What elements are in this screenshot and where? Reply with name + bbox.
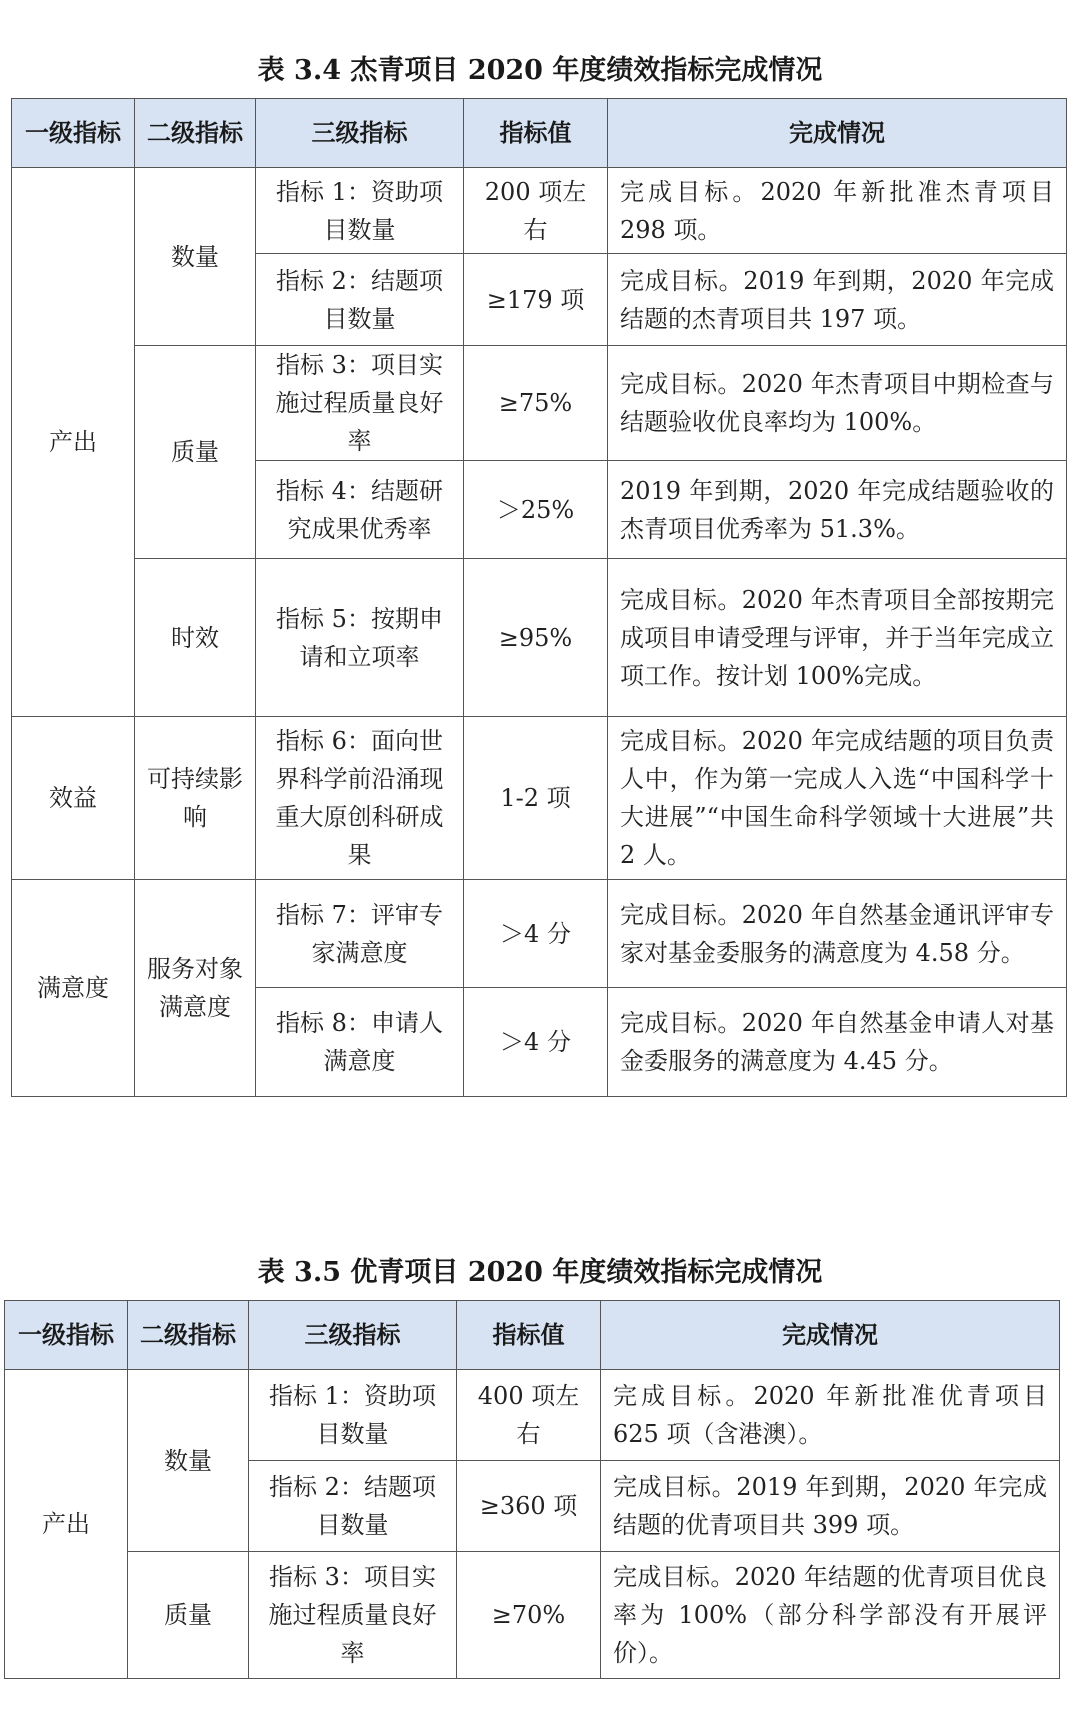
- cell-value: ≥75%: [464, 346, 608, 461]
- cell-level2: 质量: [128, 1552, 249, 1679]
- cell-value: ≥360 项: [457, 1461, 601, 1552]
- cell-value: 1-2 项: [464, 717, 608, 880]
- cell-level3: 指标 4：结题研究成果优秀率: [256, 461, 464, 559]
- header-status: 完成情况: [601, 1301, 1060, 1370]
- cell-status: 完成目标。2019 年到期，2020 年完成结题的优青项目共 399 项。: [601, 1461, 1060, 1552]
- cell-status: 完成目标。2019 年到期，2020 年完成结题的杰青项目共 197 项。: [608, 254, 1067, 346]
- cell-level3: 指标 2：结题项目数量: [249, 1461, 457, 1552]
- table-3-4-caption: 表 3.4 杰青项目 2020 年度绩效指标完成情况: [257, 55, 823, 86]
- cell-level3: 指标 1：资助项目数量: [249, 1370, 457, 1461]
- table-row: [12, 880, 1067, 988]
- cell-value: ≥179 项: [464, 254, 608, 346]
- cell-level1: 满意度: [12, 880, 135, 1097]
- cell-level1: 产出: [5, 1370, 128, 1679]
- table-row: [12, 559, 1067, 717]
- table-row: [12, 346, 1067, 461]
- header-status: 完成情况: [608, 99, 1067, 168]
- table-header-row: [5, 1301, 1060, 1370]
- header-level2: 二级指标: [135, 99, 256, 168]
- cell-level1: 效益: [12, 717, 135, 880]
- cell-level2: 可持续影响: [135, 717, 256, 880]
- cell-status: 完成目标。2020 年新批准优青项目 625 项（含港澳）。: [601, 1370, 1060, 1461]
- cell-level2: 数量: [135, 168, 256, 346]
- header-level2: 二级指标: [128, 1301, 249, 1370]
- table-3-5: [4, 1300, 1060, 1679]
- cell-level3: 指标 5：按期申请和立项率: [256, 559, 464, 717]
- cell-level3: 指标 8：申请人满意度: [256, 988, 464, 1097]
- header-level3: 三级指标: [256, 99, 464, 168]
- cell-level1: 产出: [12, 168, 135, 717]
- cell-value: ≥70%: [457, 1552, 601, 1679]
- cell-value: ＞4 分: [464, 988, 608, 1097]
- cell-status: 完成目标。2020 年自然基金通讯评审专家对基金委服务的满意度为 4.58 分。: [608, 880, 1067, 988]
- header-value: 指标值: [464, 99, 608, 168]
- cell-status: 完成目标。2020 年杰青项目全部按期完成项目申请受理与评审，并于当年完成立项工作。按计划 100%完成。: [608, 559, 1067, 717]
- table-row: [5, 1552, 1060, 1679]
- cell-level3: 指标 7：评审专家满意度: [256, 880, 464, 988]
- cell-status: 2019 年到期，2020 年完成结题验收的杰青项目优秀率为 51.3%。: [608, 461, 1067, 559]
- cell-level2: 质量: [135, 346, 256, 559]
- cell-level3: 指标 3：项目实施过程质量良好率: [256, 346, 464, 461]
- cell-status: 完成目标。2020 年新批准杰青项目 298 项。: [608, 168, 1067, 254]
- cell-level2: 数量: [128, 1370, 249, 1552]
- cell-level3: 指标 1：资助项目数量: [256, 168, 464, 254]
- header-level1: 一级指标: [5, 1301, 128, 1370]
- table-3-4: [11, 98, 1067, 1097]
- header-value: 指标值: [457, 1301, 601, 1370]
- cell-level2: 时效: [135, 559, 256, 717]
- header-level3: 三级指标: [249, 1301, 457, 1370]
- table-row: [12, 717, 1067, 880]
- cell-value: ＞25%: [464, 461, 608, 559]
- table-row: [5, 1370, 1060, 1461]
- cell-status: 完成目标。2020 年自然基金申请人对基金委服务的满意度为 4.45 分。: [608, 988, 1067, 1097]
- table-3-5-caption: 表 3.5 优青项目 2020 年度绩效指标完成情况: [257, 1257, 823, 1288]
- cell-value: ≥95%: [464, 559, 608, 717]
- cell-level3: 指标 3：项目实施过程质量良好率: [249, 1552, 457, 1679]
- cell-value: ＞4 分: [464, 880, 608, 988]
- cell-status: 完成目标。2020 年结题的优青项目优良率为 100%（部分科学部没有开展评价）。: [601, 1552, 1060, 1679]
- cell-level3: 指标 2：结题项目数量: [256, 254, 464, 346]
- cell-value: 200 项左右: [464, 168, 608, 254]
- cell-level2: 服务对象满意度: [135, 880, 256, 1097]
- table-header-row: [12, 99, 1067, 168]
- cell-status: 完成目标。2020 年杰青项目中期检查与结题验收优良率均为 100%。: [608, 346, 1067, 461]
- cell-level3: 指标 6：面向世界科学前沿涌现重大原创科研成果: [256, 717, 464, 880]
- cell-value: 400 项左右: [457, 1370, 601, 1461]
- cell-status: 完成目标。2020 年完成结题的项目负责人中，作为第一完成人入选“中国科学十大进展”“中国生命科学领域十大进展”共 2 人。: [608, 717, 1067, 880]
- header-level1: 一级指标: [12, 99, 135, 168]
- table-row: [12, 168, 1067, 254]
